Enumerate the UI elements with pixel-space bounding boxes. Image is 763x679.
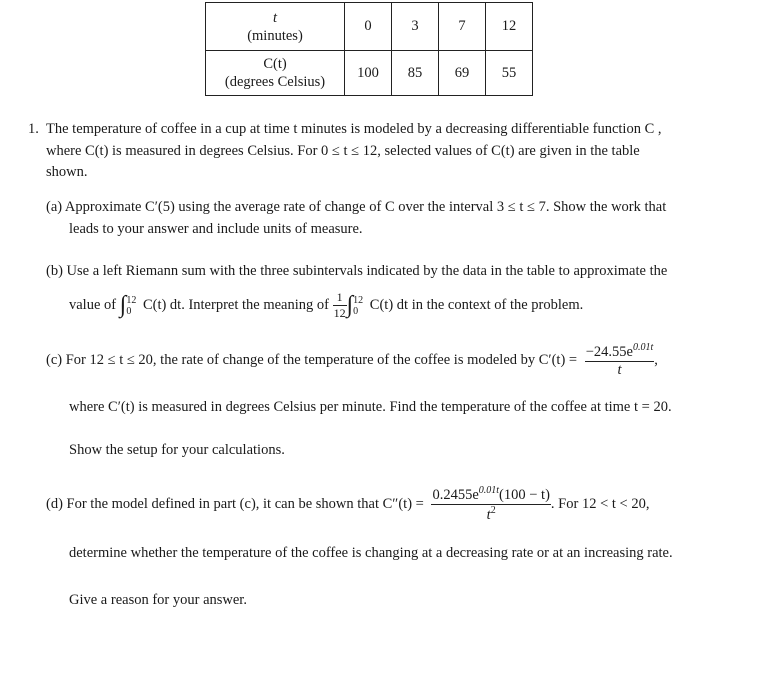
part-d-tail: . For 12 < t < 20, [550,495,650,512]
data-table [205,2,533,96]
part-d-line-1 [46,485,649,524]
part-c-line-1: (c) For 12 ≤ t ≤ 20, the rate of change of the temperature of the coffee is modeled by C′(t) = $\frac{-24.55e^{0.01t}}{t}$ , [46,342,658,378]
table-row-temperature [206,51,533,96]
table-cell: 69 [439,51,486,96]
integral-sign-icon: ∫ [119,292,127,318]
table-cell: 55 [486,51,533,96]
lower-limit: 0 [353,305,359,317]
time-variable: t [272,9,278,26]
part-d-line-3: Give a reason for your answer. [69,592,247,608]
integrand-text-2: C(t) dt [369,297,409,313]
time-unit: (minutes) [247,27,303,44]
problem-intro-line-2: where C(t) is measured in degrees Celsius. For 0 ≤ t ≤ 12, selected values of C(t) are given in the table [46,143,640,159]
integrand-text-1: C(t) dt. Interpret the meaning of [142,297,329,313]
table-cell: 12 [486,3,533,51]
problem-intro-line-1: The temperature of coffee in a cup at time t minutes is modeled by a decreasing differentiable function C , [46,121,662,137]
fraction-denominator: 12 [333,306,346,320]
fraction-denominator [431,505,550,524]
numerator-base: −24.55e [585,343,633,360]
table-cell: 3 [392,3,439,51]
table-cell: 100 [345,51,392,96]
part-d-line-2: determine whether the temperature of the coffee is changing at a decreasing rate or at an increasing rate. [69,545,673,561]
problem-number: 1. [28,121,39,137]
temperature-variable: C(t) [263,56,287,72]
lower-limit: 0 [126,305,132,317]
temperature-unit: (degrees Celsius) [224,74,326,90]
table-row-time [206,3,533,51]
problem-intro-line-3: shown. [46,164,88,180]
value-of-text: value of [69,297,117,313]
part-c-line-3: Show the setup for your calculations. [69,442,285,458]
part-a-line-1: (a) Approximate C′(5) using the average rate of change of C over the interval 3 ≤ t ≤ 7. Show the work that [46,199,667,215]
part-c-line-2: where C′(t) is measured in degrees Celsius per minute. Find the temperature of the coffee at time t = 20. [69,399,672,415]
fraction-denominator: t [617,361,622,378]
c-prime-fraction [585,342,655,379]
denominator-exponent: 2 [490,504,496,516]
integral-limits [353,295,363,317]
part-c-lead: (c) For 12 ≤ t ≤ 20, the rate of change of the temperature of the coffee is modeled by C′(t) = [46,351,578,368]
table-cell: 85 [392,51,439,96]
integral-sign-icon: ∫ [346,292,354,318]
row-header-time [206,3,345,51]
numerator-base: 0.2455e [432,486,479,503]
integral-limits [126,295,136,317]
part-b-line-2 [69,290,583,321]
c-double-prime-fraction [431,485,550,524]
upper-limit: 12 [353,294,364,306]
numerator-exponent: 0.01t [632,342,654,353]
fraction-numerator [431,485,550,505]
numerator-tail: (100 − t) [499,486,550,503]
table-cell: 0 [345,3,392,51]
fraction-numerator: 1 [333,290,347,306]
part-b-tail: in the context of the problem. [411,297,584,313]
row-header-temperature [206,51,345,96]
part-a-line-2: leads to your answer and include units of measure. [69,221,363,237]
numerator-exponent: 0.01t [478,485,500,496]
part-d-lead: (d) For the model defined in part (c), it can be shown that C″(t) = [46,495,424,512]
fraction-numerator [585,342,655,362]
one-twelfth-fraction [333,290,347,321]
denominator-base: t [486,506,491,523]
upper-limit: 12 [126,294,137,306]
table-cell: 7 [439,3,486,51]
part-b-line-1: (b) Use a left Riemann sum with the three subintervals indicated by the data in the table to approximate the [46,263,668,279]
